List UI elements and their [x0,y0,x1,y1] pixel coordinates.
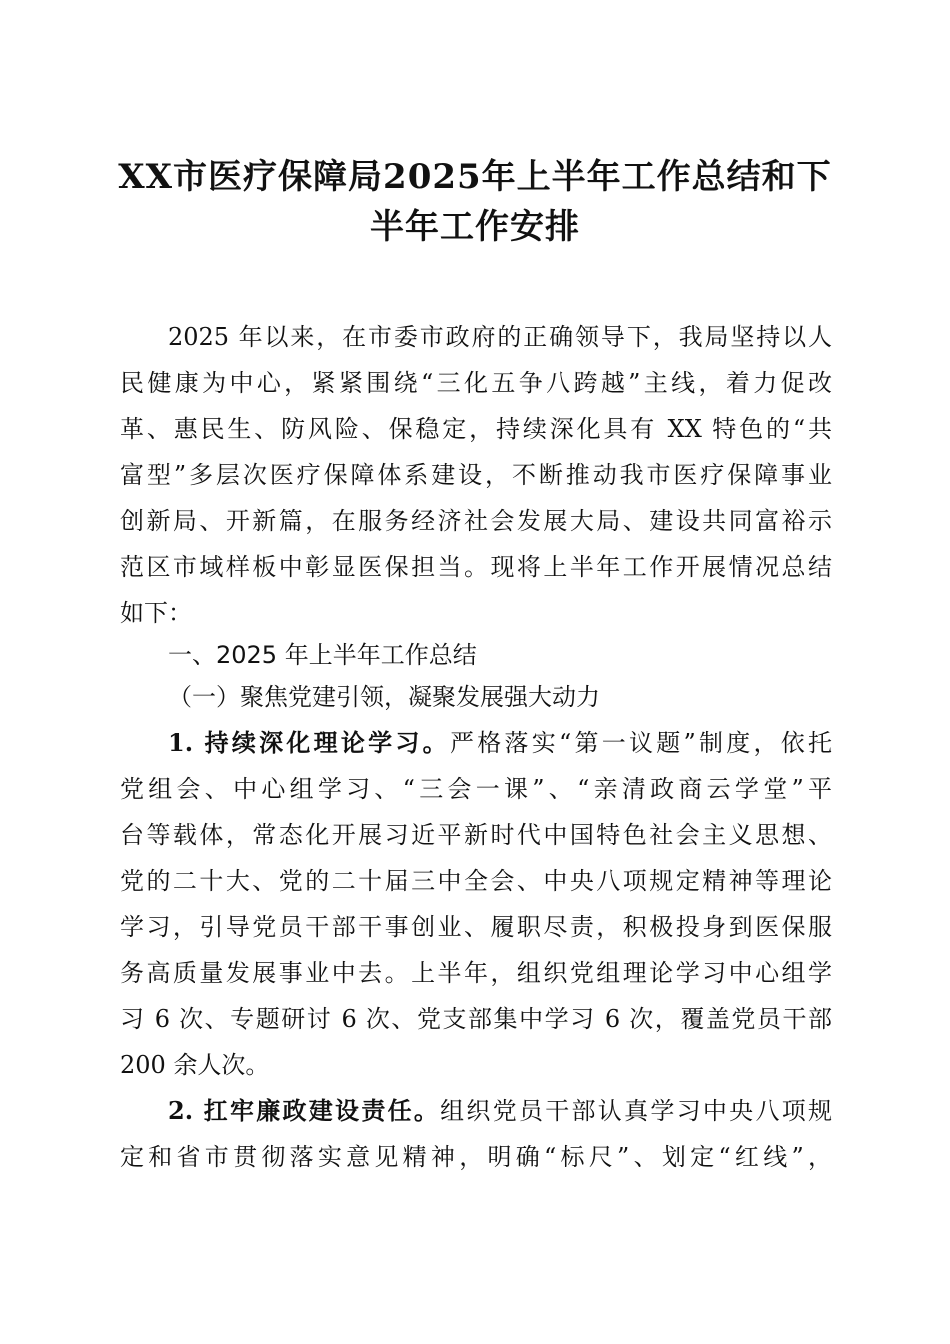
intro-line: 创新局、开新篇，在服务经济社会发展大局、建设共同富裕示 [120,507,832,535]
intro-line: 2025 年以来，在市委市政府的正确领导下，我局坚持以人 [168,323,832,351]
item-1-lead: 1. 持续深化理论学习。 [168,728,450,757]
intro-line: 革、惠民生、防风险、保稳定，持续深化具有 XX 特色的“共 [120,415,832,443]
item-1-line: 务高质量发展事业中去。上半年，组织党组理论学习中心组学 [120,959,832,987]
intro-line: 民健康为中心，紧紧围绕“三化五争八跨越”主线，着力促改 [120,369,832,397]
item-1-line: 习 6 次、专题研讨 6 次、党支部集中学习 6 次，覆盖党员干部 [120,1005,832,1033]
intro-line: 范区市域样板中彰显医保担当。现将上半年工作开展情况总结 [120,553,832,581]
item-1-line: 200 余人次。 [120,1051,270,1079]
intro-line: 如下： [120,599,192,627]
item-1-line: 学习，引导党员干部干事创业、履职尽责，积极投身到医保服 [120,913,832,941]
document-title-line-2: 半年工作安排 [370,207,580,247]
item-2-line: 定和省市贯彻落实意见精神，明确“标尺”、划定“红线”， [120,1143,832,1171]
item-2-lead: 2. 扛牢廉政建设责任。 [168,1096,441,1125]
item-1-line: 党的二十大、党的二十届三中全会、中央八项规定精神等理论 [120,867,832,895]
item-1-first-rest: 严格落实“第一议题”制度，依托 [449,729,832,757]
item-1-line: 党组会、中心组学习、“三会一课”、“亲清政商云学堂”平 [120,775,832,803]
item-2-first-rest: 组织党员干部认真学习中央八项规 [440,1097,832,1125]
section-heading: 一、2025 年上半年工作总结 [168,641,477,669]
item-1-line: 台等载体，常态化开展习近平新时代中国特色社会主义思想、 [120,821,832,849]
item-1-first-line [168,728,832,758]
subsection-heading: （一）聚焦党建引领，凝聚发展强大动力 [168,683,600,711]
item-2-first-line [168,1096,832,1126]
intro-line: 富型”多层次医疗保障体系建设，不断推动我市医疗保障事业 [120,461,832,489]
document-title-line-1: XX市医疗保障局2025年上半年工作总结和下 [118,157,832,197]
